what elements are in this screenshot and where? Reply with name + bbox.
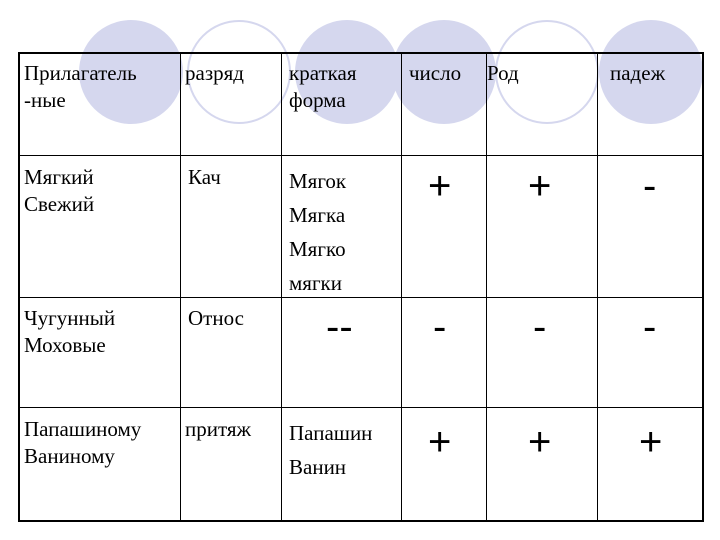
header-number: число	[409, 61, 462, 85]
row-case-mark: +	[639, 420, 663, 464]
table-row-divider	[18, 297, 704, 298]
row-gender-mark: -	[533, 305, 547, 349]
row-number-mark: -	[433, 305, 447, 349]
header-gender: Род	[487, 61, 519, 85]
table-col-divider	[281, 52, 282, 522]
header-category: разряд	[185, 61, 244, 85]
table-border-right	[702, 52, 704, 522]
header-short-form: краткая форма	[289, 61, 357, 112]
row-gender-mark: +	[528, 164, 552, 208]
row-number-mark: +	[428, 420, 452, 464]
table-border-left	[18, 52, 20, 522]
table-row-divider	[18, 407, 704, 408]
table-col-divider	[401, 52, 402, 522]
table-col-divider	[597, 52, 598, 522]
row-adjectives: Мягкий Свежий	[24, 165, 95, 216]
table-col-divider	[486, 52, 487, 522]
row-adjectives: Папашиному Ваниному	[24, 417, 142, 468]
row-case-mark: -	[643, 164, 657, 208]
row-number-mark: +	[428, 164, 452, 208]
row-short-form: Папашин Ванин	[289, 421, 373, 479]
row-adjectives: Чугунный Моховые	[24, 306, 116, 357]
table-border-top	[18, 52, 704, 54]
row-short-form: Мягок Мягка Мягко мягки	[289, 169, 347, 295]
row-gender-mark: +	[528, 420, 552, 464]
table-col-divider	[180, 52, 181, 522]
header-case: падеж	[610, 61, 666, 85]
header-adjectives: Прилагатель -ные	[24, 61, 137, 112]
table-border-bottom	[18, 520, 704, 522]
row-category: Относ	[188, 306, 244, 330]
table-row-divider	[18, 155, 704, 156]
row-category: притяж	[185, 417, 252, 441]
row-category: Кач	[188, 165, 221, 189]
row-case-mark: -	[643, 305, 657, 349]
row-short-form: --	[326, 305, 353, 349]
